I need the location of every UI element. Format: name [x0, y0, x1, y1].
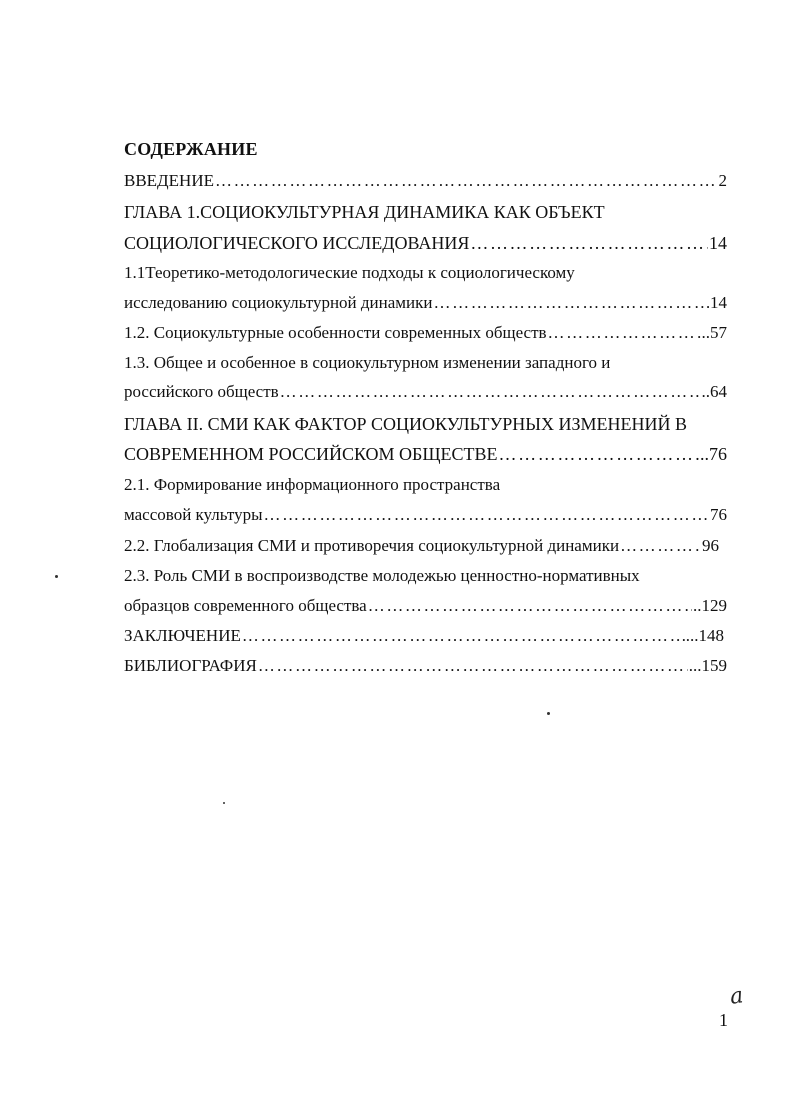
toc-entry-text: СОЦИОЛОГИЧЕСКОГО ИССЛЕДОВАНИЯ	[124, 233, 470, 253]
toc-entry-text: 2.1. Формирование информационного пространства	[124, 475, 501, 494]
scan-speck	[547, 712, 550, 715]
dot-leader	[470, 232, 708, 254]
scan-speck	[223, 802, 225, 804]
toc-entry-text: ГЛАВА 1.СОЦИОКУЛЬТУРНАЯ ДИНАМИКА КАК ОБЪЕКТ	[124, 202, 605, 222]
toc-entry-page: ...148	[685, 626, 724, 645]
toc-entry-1-1-line-2	[124, 292, 727, 314]
toc-entry-chapter-1-line-1	[124, 201, 727, 223]
toc-entry-text: массовой культуры	[124, 505, 263, 524]
toc-entry-1-1-line-1	[124, 262, 727, 284]
toc-entry-2-1-line-1	[124, 474, 727, 496]
toc-entry-text: 2.2. Глобализация СМИ и противоречия социокультурной динамики	[124, 536, 620, 555]
toc-entry-2-1-line-2	[124, 504, 727, 526]
dot-leader	[434, 292, 710, 314]
toc-entry-page: ..76	[700, 444, 727, 464]
toc-entry-conclusion	[124, 625, 724, 647]
toc-entry-page: 2	[718, 171, 727, 190]
toc-entry-text: 2.3. Роль СМИ в воспроизводстве молодежью ценностно-нормативных	[124, 566, 640, 585]
toc-entry-introduction	[124, 170, 727, 192]
toc-entry-page: ...159	[688, 656, 727, 675]
toc-entry-2-3-line-2	[124, 595, 727, 617]
handwritten-mark: a	[728, 983, 745, 1010]
dot-leader	[242, 625, 685, 647]
toc-entry-chapter-1-line-2	[124, 232, 727, 254]
toc-entry-text: ВВЕДЕНИЕ	[124, 171, 214, 190]
toc-entry-text: ЗАКЛЮЧЕНИЕ	[124, 626, 241, 645]
toc-entry-text: российского обществ	[124, 382, 279, 401]
dot-leader	[258, 655, 688, 677]
toc-entry-text: ГЛАВА II. СМИ КАК ФАКТОР СОЦИОКУЛЬТУРНЫХ ИЗМЕНЕНИЙ В	[124, 414, 688, 434]
dot-leader	[548, 322, 701, 344]
toc-entry-chapter-2-line-2	[124, 443, 727, 465]
toc-entry-text: 1.2. Социокультурные особенности современных обществ	[124, 323, 547, 342]
dot-leader	[620, 535, 701, 557]
scan-speck	[55, 575, 58, 578]
dot-leader	[499, 443, 699, 465]
toc-entry-text: БИБЛИОГРАФИЯ	[124, 656, 257, 675]
toc-entry-1-2	[124, 322, 727, 344]
toc-entry-text: СОВРЕМЕННОМ РОССИЙСКОМ ОБЩЕСТВЕ	[124, 444, 498, 464]
toc-entry-page: ..64	[701, 382, 727, 401]
toc-title: СОДЕРЖАНИЕ	[124, 139, 258, 159]
toc-entry-page: 96	[702, 536, 719, 555]
toc-entry-page: 14	[710, 293, 727, 312]
toc-entry-text: исследованию социокультурной динамики	[124, 293, 433, 312]
dot-leader	[215, 170, 718, 192]
dot-leader	[264, 504, 709, 526]
dot-leader	[280, 381, 701, 403]
toc-entry-chapter-2-line-1	[124, 413, 727, 435]
toc-entry-page: 14	[709, 233, 727, 253]
toc-entry-bibliography	[124, 655, 727, 677]
page-number: 1	[719, 1010, 728, 1030]
toc-entry-page: 76	[710, 505, 727, 524]
toc-entry-1-3-line-2	[124, 381, 727, 403]
toc-entry-2-3-line-1	[124, 565, 727, 587]
toc-entry-1-3-line-1	[124, 352, 727, 374]
toc-entry-page: ..129	[693, 596, 727, 615]
toc-entry-text: 1.1Теоретико-методологические подходы к социологическому	[124, 263, 575, 282]
toc-entry-text: 1.3. Общее и особенное в социокультурном изменении западного и	[124, 353, 611, 372]
toc-entry-text: образцов современного общества	[124, 596, 367, 615]
toc-entry-2-2	[124, 535, 719, 557]
dot-leader	[368, 595, 692, 617]
toc-entry-page: ..57	[701, 323, 727, 342]
